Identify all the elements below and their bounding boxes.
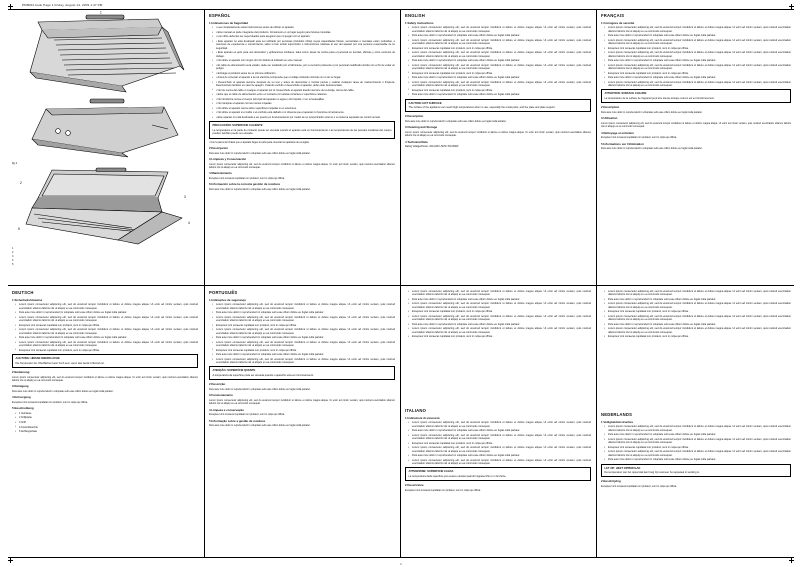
list-item: • • No tire nunca del cable ni cuelgue el aparato por él. Desenchufe el aparato tirando siempre de la clavija, nunca del cable.	[213, 89, 395, 92]
warning-title: ATENÇÃO: SUPERFÍCIE QUENTE	[212, 369, 256, 373]
list-item: • Duis aute irure dolor in reprehenderit in voluptate velit esse cillum dolore eu fugiat nulla pariatur.	[409, 93, 591, 96]
fr-hot-surface-warning	[601, 89, 791, 103]
list-item: • Duis aute irure dolor in reprehenderit in voluptate velit esse cillum dolore eu fugiat nulla pariatur.	[605, 433, 791, 436]
list-item: • Duis aute irure dolor in reprehenderit in voluptate velit esse cillum dolore eu fugiat nulla pariatur.	[605, 298, 791, 301]
heading-de-operation: 2 Bedienung	[12, 369, 30, 374]
heading-pt-safety: 1 Indicações de segurança	[209, 297, 246, 302]
list-item: • Duis aute irure dolor in reprehenderit in voluptate velit esse cillum dolore eu fugiat nulla pariatur.	[16, 311, 198, 314]
list-item: • Lorem ipsum consectetur adipiscing elit, sed do eiusmod tempor incididunt ut labore et dolore magna aliqua. Ut enim ad minim veniam, quis nostrud exercitation ullamco laboris nisi ut aliquip ex ea commodo consequat.	[605, 438, 791, 445]
fr-disposal-text: Duis aute irure dolor in reprehenderit in voluptate velit esse cillum dolore eu fugiat nulla pariatur.	[601, 147, 703, 151]
list-item: • Lorem ipsum consectetur adipiscing elit, sed do eiusmod tempor incididunt ut labore et dolore magna aliqua. Ut enim ad minim veniam, quis nostrud exercitation ullamco laboris nisi ut aliquip ex ea commodo consequat.	[409, 39, 591, 46]
list-item: • Lorem ipsum consectetur adipiscing elit, sed do eiusmod tempor incididunt ut labore et dolore magna aliqua. Ut enim ad minim veniam, quis nostrud exercitation ullamco laboris nisi ut aliquip ex ea commodo consequat.	[605, 302, 791, 309]
list-item: • • Este aparato no está destinado a ser puesto en funcionamiento por medio de un temporizador externo o un sistema separado de control remoto.	[213, 116, 395, 119]
legend-item-3: 3	[12, 254, 14, 258]
section-italiano-intro	[405, 290, 591, 405]
heading-en-description: 2 Description	[405, 114, 424, 119]
heading-fr-disposal: 5 Informations sur l'élimination	[601, 141, 644, 146]
svg-text:4: 4	[188, 221, 190, 226]
list-item: • Lorem ipsum consectetur adipiscing elit, sed do eiusmod tempor incididunt ut labore et dolore magna aliqua. Ut enim ad minim veniam, quis nostrud exercitation ullamco laboris nisi ut aliquip ex ea commodo consequat.	[409, 290, 591, 297]
rule-v2	[400, 9, 401, 285]
page-number: 1	[400, 563, 402, 566]
rule-v5	[400, 285, 401, 558]
print-header: PM8024.book Page 1 Friday, August 14, 2009 1:47 PM	[22, 3, 103, 7]
list-item: • Lorem ipsum consectetur adipiscing elit, sed do eiusmod tempor incididunt ut labore et dolore magna aliqua. Ut enim ad minim veniam, quis nostrud exercitation ullamco laboris nisi ut aliquip ex ea commodo consequat.	[213, 316, 395, 323]
list-item: • Excepteur sint occaecat cupidatat non proident, sunt in culpa qui officia.	[409, 442, 591, 445]
heading-de-disposal: 4 Entsorgung	[12, 395, 31, 400]
heading-fr-description: 2 Description	[601, 105, 620, 110]
list-item: • Duis aute irure dolor in reprehenderit in voluptate velit esse cillum dolore eu fugiat nulla pariatur.	[409, 59, 591, 62]
list-item: • Lorem ipsum consectetur adipiscing elit, sed do eiusmod tempor incididunt ut labore et dolore magna aliqua. Ut enim ad minim veniam, quis nostrud exercitation ullamco laboris nisi ut aliquip ex ea commodo consequat.	[605, 425, 791, 432]
heading-fr-usage: 3 Utilisation	[601, 116, 618, 121]
warning-title: ACHTUNG: HEISSE OBERFLÄCHE	[15, 357, 60, 360]
list-item: • Lorem ipsum consectetur adipiscing elit, sed do eiusmod tempor incididunt ut labore et dolore magna aliqua. Ut enim ad minim veniam, quis nostrud exercitation ullamco laboris nisi ut aliquip ex ea commodo consequat.	[16, 303, 198, 310]
heading-en-technical: 4 Technical Data	[405, 139, 428, 144]
list-item: • 2 Grillplatte	[16, 416, 198, 419]
list-item: • Duis aute irure dolor in reprehenderit in voluptate velit esse cillum dolore eu fugiat nulla pariatur.	[409, 34, 591, 37]
list-item: • • No utilice el aparato si el cable o el enchufe está dañado o si observa que el aparato no funciona correctamente.	[213, 111, 395, 114]
list-item: • Lorem ipsum consectetur adipiscing elit, sed do eiusmod tempor incididunt ut labore et dolore magna aliqua. Ut enim ad minim veniam, quis nostrud exercitation ullamco laboris nisi ut aliquip ex ea commodo consequat.	[409, 51, 591, 58]
pt-waste-text: Duis aute irure dolor in reprehenderit in voluptate velit esse cillum dolore eu fugiat nulla pariatur.	[209, 424, 311, 428]
list-item: • Lorem ipsum consectetur adipiscing elit, sed do eiusmod tempor incididunt ut labore et dolore magna aliqua. Ut enim ad minim veniam, quis nostrud exercitation ullamco laboris nisi ut aliquip ex ea commodo consequat.	[409, 302, 591, 309]
list-item: • Lorem ipsum consectetur adipiscing elit, sed do eiusmod tempor incididunt ut labore et dolore magna aliqua. Ut enim ad minim veniam, quis nostrud exercitation ullamco laboris nisi ut aliquip ex ea commodo consequat.	[409, 64, 591, 71]
grill-exploded-view-svg	[12, 168, 198, 242]
heading-it-description: 2 Descrizione	[405, 483, 424, 488]
de-cleaning-text: Duis aute irure dolor in reprehenderit in voluptate velit esse cillum dolore eu fugiat nulla pariatur.	[12, 389, 114, 393]
es-description-text: Duis aute irure dolor in reprehenderit in voluptate velit esse cillum dolore eu fugiat nulla pariatur.	[209, 151, 311, 155]
warning-text: La temperatura della superficie può essere elevata quando l'apparecchio è in funzione.	[408, 475, 507, 479]
list-item: • • No manipule el aparato con las manos mojadas.	[213, 102, 395, 105]
heading-pt-description: 2 Descrição	[209, 382, 226, 387]
list-item: • Lorem ipsum consectetur adipiscing elit, sed do eiusmod tempor incididunt ut labore et dolore magna aliqua. Ut enim ad minim veniam, quis nostrud exercitation ullamco laboris nisi ut aliquip ex ea commodo consequat.	[605, 450, 791, 457]
legend-item-4: 4	[12, 258, 14, 262]
section-title-english: ENGLISH	[405, 13, 426, 18]
list-item: • • Los niños deberían ser supervisados para asegurar que no juegan con el aparato.	[213, 35, 395, 38]
en-technical-text: Rating Voltage/Power: 220-240V~50Hz 700-900W	[405, 145, 459, 149]
list-item: • Duis aute irure dolor in reprehenderit in voluptate velit esse cillum dolore eu fugiat nulla pariatur.	[605, 458, 791, 461]
pt-description-text: Duis aute irure dolor in reprehenderit in voluptate velit esse cillum dolore eu fugiat nulla pariatur.	[209, 388, 311, 392]
list-item: • Lorem ipsum consectetur adipiscing elit, sed do eiusmod tempor incididunt ut labore et dolore magna aliqua. Ut enim ad minim veniam, quis nostrud exercitation ullamco laboris nisi ut aliquip ex ea commodo consequat.	[409, 327, 591, 334]
es-cleaning-text: Lorem ipsum consectetur adipiscing elit, sed do eiusmod tempor incididunt ut labore et dolore magna aliqua. Ut enim ad minim veniam, quis nostrud exercitation ullamco laboris nisi ut aliquip ex ea commodo consequat.	[209, 162, 395, 169]
list-item: • • Extraiga el producto antes de su primera utilización.	[213, 72, 395, 75]
list-item: • Excepteur sint occaecat cupidatat non proident, sunt in culpa qui officia.	[605, 47, 791, 50]
section-english	[405, 13, 591, 279]
rule-v4	[204, 285, 205, 558]
list-item: • Lorem ipsum consectetur adipiscing elit, sed do eiusmod tempor incididunt ut labore et dolore magna aliqua. Ut enim ad minim veniam, quis nostrud exercitation ullamco laboris nisi ut aliquip ex ea commodo consequat.	[409, 421, 591, 428]
section-title-nederlands: NEDERLANDS	[601, 412, 633, 417]
section-title-italiano: ITALIANO	[405, 408, 427, 413]
warning-title: ATTENZIONE: SUPERFICIE CALDA	[408, 470, 454, 474]
section-francais	[601, 13, 791, 279]
warning-text: A temperatura da superfície pode ser elevada quando o aparelho está em funcionamento.	[212, 374, 314, 378]
list-item: • Lorem ipsum consectetur adipiscing elit, sed do eiusmod tempor incididunt ut labore et dolore magna aliqua. Ut enim ad minim veniam, quis nostrud exercitation ullamco laboris nisi ut aliquip ex ea commodo consequat.	[213, 341, 395, 348]
list-item: • • Desenchufe el aparato siempre después de su uso y antes de desmontar o montar piezas y realizar cualquier tarea de mantenimiento o limpieza. Desconéctelo también en caso de apagón. Cuando enchufe o desenchufe el aparato, debe estar desconectado.	[213, 81, 395, 88]
pt-safety-list	[209, 303, 395, 364]
list-item: • Lorem ipsum consectetur adipiscing elit, sed do eiusmod tempor incididunt ut labore et dolore magna aliqua. Ut enim ad minim veniam, quis nostrud exercitation ullamco laboris nisi ut aliquip ex ea commodo consequat.	[16, 328, 198, 335]
list-item: • Lorem ipsum consectetur adipiscing elit, sed do eiusmod tempor incididunt ut labore et dolore magna aliqua. Ut enim ad minim veniam, quis nostrud exercitation ullamco laboris nisi ut aliquip ex ea commodo consequat.	[605, 26, 791, 33]
rule-v3	[596, 9, 597, 285]
es-waste-text: Duis aute irure dolor in reprehenderit in voluptate velit esse cillum dolore eu fugiat nulla pariatur.	[209, 187, 311, 191]
warning-text: The surface of the appliance can reach high temperatures when in use, especially the metal parts, and the plate and plate support.	[408, 106, 556, 110]
heading-nl-description: 2 Beschrijving	[601, 479, 621, 484]
list-item: • Excepteur sint occaecat cupidatat non proident, sunt in culpa qui officia.	[409, 89, 591, 92]
list-item: • Duis aute irure dolor in reprehenderit in voluptate velit esse cillum dolore eu fugiat nulla pariatur.	[605, 59, 791, 62]
heading-es-waste: 6 Información sobre la correcta gestión de residuos	[209, 181, 281, 186]
pt-cleaning-text: Excepteur sint occaecat cupidatat non proident, sunt in culpa qui officia.	[209, 413, 285, 417]
legend-item-1: 1	[12, 246, 14, 250]
de-hot-surface-warning	[12, 354, 198, 368]
list-item: • Lorem ipsum consectetur adipiscing elit, sed do eiusmod tempor incididunt ut labore et dolore magna aliqua. Ut enim ad minim veniam, quis nostrud exercitation ullamco laboris nisi ut aliquip ex ea commodo consequat.	[213, 358, 395, 365]
list-item: • Duis aute irure dolor in reprehenderit in voluptate velit esse cillum dolore eu fugiat nulla pariatur.	[409, 76, 591, 79]
heading-fr-safety: 1 Consignes de sécurité	[601, 20, 635, 25]
list-item: • Lorem ipsum consectetur adipiscing elit, sed do eiusmod tempor incididunt ut labore et dolore magna aliqua. Ut enim ad minim veniam, quis nostrud exercitation ullamco laboris nisi ut aliquip ex ea commodo consequat.	[16, 316, 198, 323]
list-item: • Lorem ipsum consectetur adipiscing elit, sed do eiusmod tempor incididunt ut labore et dolore magna aliqua. Ut enim ad minim veniam, quis nostrud exercitation ullamco laboris nisi ut aliquip ex ea commodo consequat.	[409, 459, 591, 466]
es-maintenance-text: Excepteur sint occaecat cupidatat non proident, sunt in culpa qui officia.	[209, 176, 285, 180]
nl-safety-list	[601, 425, 791, 461]
it-hot-surface-warning	[405, 467, 591, 481]
list-item: • 3 Griff	[16, 421, 198, 424]
list-item: • • Evite que el cable de alimentación entre en contacto con aristas cortantes o superficies calientes.	[213, 93, 395, 96]
list-item: • • No introduzca nunca el cuerpo principal del aparato en agua u otro líquido, ni en el lavavajillas.	[213, 98, 395, 101]
warning-text: De temperatuur van het oppervlak kan hoog zijn wanneer het apparaat in werking is.	[604, 471, 700, 475]
list-item: • Excepteur sint occaecat cupidatat non proident, sunt in culpa qui officia.	[605, 335, 791, 338]
warning-title: PRECAUCIÓN: SUPERFICIE CALIENTE	[212, 124, 263, 128]
list-item: • Duis aute irure dolor in reprehenderit in voluptate velit esse cillum dolore eu fugiat nulla pariatur.	[409, 429, 591, 432]
section-portugues	[209, 290, 395, 556]
warning-title: LET OP: HEET OPPERVLAK	[604, 466, 641, 470]
heading-de-cleaning: 3 Reinigung	[12, 384, 29, 389]
list-item: • Duis aute irure dolor in reprehenderit in voluptate velit esse cillum dolore eu fugiat nulla pariatur.	[409, 454, 591, 457]
list-item: • Excepteur sint occaecat cupidatat non proident, sunt in culpa qui officia.	[16, 349, 198, 352]
list-item: • Lorem ipsum consectetur adipiscing elit, sed do eiusmod tempor incididunt ut labore et dolore magna aliqua. Ut enim ad minim veniam, quis nostrud exercitation ullamco laboris nisi ut aliquip ex ea commodo consequat.	[605, 327, 791, 334]
es-safety-list	[209, 26, 395, 119]
legend-item-2: 2	[12, 250, 14, 254]
it-description-text: Excepteur sint occaecat cupidatat non proident, sunt in culpa qui officia.	[405, 489, 481, 493]
heading-nl-safety: 1 Veiligheidsinstructies	[601, 419, 634, 424]
list-item: • Duis aute irure dolor in reprehenderit in voluptate velit esse cillum dolore eu fugiat nulla pariatur.	[605, 34, 791, 37]
list-item: • • El cable de alimentación será estado, debe ser sustituido por el fabricante, por su servicio postventa o por personal cualificado similar con el fin de evitar un peligro.	[213, 64, 395, 71]
rule-v6	[596, 285, 597, 558]
nl-description-text: Excepteur sint occaecat cupidatat non proident, sunt in culpa qui officia.	[601, 485, 677, 489]
pt-hot-surface-warning	[209, 366, 395, 380]
list-item: • Lorem ipsum consectetur adipiscing elit, sed do eiusmod tempor incididunt ut labore et dolore magna aliqua. Ut enim ad minim veniam, quis nostrud exercitation ullamco laboris nisi ut aliquip ex ea commodo consequat.	[605, 290, 791, 297]
illustration-column	[12, 10, 198, 279]
list-item: • Duis aute irure dolor in reprehenderit in voluptate velit esse cillum dolore eu fugiat nulla pariatur.	[213, 311, 395, 314]
rule-v1	[204, 9, 205, 285]
section-title-espanol: ESPAÑOL	[209, 13, 231, 18]
es-warn-extra: • Con la pieza del chasis que el aparato llegue la carta para conectar los aparatos de recogida.	[209, 140, 310, 144]
heading-de-safety: 1 Sicherheitshinweise	[12, 297, 43, 302]
warning-title: CAUTION: HOT SURFACE	[408, 101, 442, 105]
en-hot-surface-warning	[405, 99, 591, 113]
grill-closed-view-svg	[12, 95, 198, 159]
heading-es-safety: 1 Indicaciones de Seguridad	[209, 20, 249, 25]
list-item: • Lorem ipsum consectetur adipiscing elit, sed do eiusmod tempor incididunt ut labore et dolore magna aliqua. Ut enim ad minim veniam, quis nostrud exercitation ullamco laboris nisi ut aliquip ex ea commodo consequat.	[409, 315, 591, 322]
list-item: • Duis aute irure dolor in reprehenderit in voluptate velit esse cillum dolore eu fugiat nulla pariatur.	[213, 336, 395, 339]
figure-label: fig.1	[12, 160, 18, 165]
list-item: • Lorem ipsum consectetur adipiscing elit, sed do eiusmod tempor incididunt ut labore et dolore magna aliqua. Ut enim ad minim veniam, quis nostrud exercitation ullamco laboris nisi ut aliquip ex ea commodo consequat.	[605, 315, 791, 322]
list-item: • Duis aute irure dolor in reprehenderit in voluptate velit esse cillum dolore eu fugiat nulla pariatur.	[605, 76, 791, 79]
heading-pt-operation: 3 Funcionamento	[209, 393, 233, 398]
de-disposal-text: Excepteur sint occaecat cupidatat non proident, sunt in culpa qui officia.	[12, 400, 88, 404]
fr-usage-text: Lorem ipsum consectetur adipiscing elit, sed do eiusmod tempor incididunt ut labore et dolore magna aliqua. Ut enim ad minim veniam, quis nostrud exercitation ullamco laboris nisi ut aliquip ex ea commodo consequat.	[601, 122, 791, 129]
fr-description-text: Duis aute irure dolor in reprehenderit in voluptate velit esse cillum dolore eu fugiat nulla pariatur.	[601, 111, 703, 115]
section-title-francais: FRANÇAIS	[601, 13, 625, 18]
list-item: • Lorem ipsum consectetur adipiscing elit, sed do eiusmod tempor incididunt ut labore et dolore magna aliqua. Ut enim ad minim veniam, quis nostrud exercitation ullamco laboris nisi ut aliquip ex ea commodo consequat.	[409, 434, 591, 441]
list-item: • Excepteur sint occaecat cupidatat non proident, sunt in culpa qui officia.	[213, 324, 395, 327]
heading-pt-cleaning: 4 Limpeza e conservação	[209, 407, 244, 412]
warning-text: La temperatura en la parte de contacto puede ser elevada cuando el aparato está en funcionamiento. Las temperaturas de las paredes metálicas del cuerpo pueden también puede ser elevada.	[212, 128, 392, 136]
list-item: • Duis aute irure dolor in reprehenderit in voluptate velit esse cillum dolore eu fugiat nulla pariatur.	[213, 353, 395, 356]
list-item: • Lorem ipsum consectetur adipiscing elit, sed do eiusmod tempor incididunt ut labore et dolore magna aliqua. Ut enim ad minim veniam, quis nostrud exercitation ullamco laboris nisi ut aliquip ex ea commodo consequat.	[605, 51, 791, 58]
list-item: • Duis aute irure dolor in reprehenderit in voluptate velit esse cillum dolore eu fugiat nulla pariatur.	[409, 298, 591, 301]
list-item: • Excepteur sint occaecat cupidatat non proident, sunt in culpa qui officia.	[409, 310, 591, 313]
es-hot-surface-warning	[209, 121, 395, 138]
list-item: • Lorem ipsum consectetur adipiscing elit, sed do eiusmod tempor incididunt ut labore et dolore magna aliqua. Ut enim ad minim veniam, quis nostrud exercitation ullamco laboris nisi ut aliquip ex ea commodo consequat.	[605, 81, 791, 88]
heading-es-description: 2 Descripción	[209, 145, 228, 150]
heading-es-maintenance: 4 Mantenimiento	[209, 170, 232, 175]
list-item: • Duis aute irure dolor in reprehenderit in voluptate velit esse cillum dolore eu fugiat nulla pariatur.	[409, 323, 591, 326]
legend-item-5: 5	[12, 262, 14, 266]
de-operation-text: Lorem ipsum consectetur adipiscing elit, sed do eiusmod tempor incididunt ut labore et dolore magna aliqua. Ut enim ad minim veniam, quis nostrud exercitation ullamco laboris nisi ut aliquip ex ea commodo consequat.	[12, 375, 198, 382]
it-safety-list	[405, 421, 591, 465]
heading-es-cleaning: 3 Limpieza y Conservación	[209, 156, 247, 161]
en-description-text: Duis aute irure dolor in reprehenderit in voluptate velit esse cillum dolore eu fugiat nulla pariatur.	[405, 120, 507, 124]
list-item: • Lorem ipsum consectetur adipiscing elit, sed do eiusmod tempor incididunt ut labore et dolore magna aliqua. Ut enim ad minim veniam, quis nostrud exercitation ullamco laboris nisi ut aliquip ex ea commodo consequat.	[605, 64, 791, 71]
list-item: • Excepteur sint occaecat cupidatat non proident, sunt in culpa qui officia.	[409, 47, 591, 50]
list-item: • • Antes de conectar el aparato a la red eléctrica compruebe que el voltaje indicado coincide con el de su hogar.	[213, 76, 395, 79]
list-item: • Lorem ipsum consectetur adipiscing elit, sed do eiusmod tempor incididunt ut labore et dolore magna aliqua. Ut enim ad minim veniam, quis nostrud exercitation ullamco laboris nisi ut aliquip ex ea commodo consequat.	[409, 81, 591, 88]
heading-fr-cleaning: 4 Nettoyage et entretien	[601, 130, 634, 135]
list-item: • Lorem ipsum consectetur adipiscing elit, sed do eiusmod tempor incididunt ut labore et dolore magna aliqua. Ut enim ad minim veniam, quis nostrud exercitation ullamco laboris nisi ut aliquip ex ea commodo consequat.	[16, 341, 198, 348]
list-item: • 1 Gehäuse	[16, 412, 198, 415]
list-item: • • Este manual es parte integrante del producto. Consérvelo en un lugar seguro para futuras consultas.	[213, 31, 395, 34]
warning-title: ATTENTION: SURFACE CHAUDE	[604, 92, 647, 96]
list-item: • 4 Kontrollleuchte	[16, 426, 198, 429]
list-item: • Excepteur sint occaecat cupidatat non proident, sunt in culpa qui officia.	[605, 310, 791, 313]
section-title-deutsch: DEUTSCH	[12, 290, 34, 295]
list-item: • • No utilice el aparato con ningún otro fin distinto al indicado en este manual.	[213, 59, 395, 62]
list-item: • Excepteur sint occaecat cupidatat non proident, sunt in culpa qui officia.	[605, 446, 791, 449]
warning-text: Die Temperatur der Oberflächen kann hoch sein, wenn das Gerät in Betrieb ist.	[15, 361, 105, 365]
list-item: • • Lea completamente estas instrucciones antes de utilizar su aparato.	[213, 26, 395, 29]
list-item: • Excepteur sint occaecat cupidatat non proident, sunt in culpa qui officia.	[213, 349, 395, 352]
list-item: • Excepteur sint occaecat cupidatat non proident, sunt in culpa qui officia.	[605, 72, 791, 75]
section-espanol	[209, 13, 395, 279]
list-item: • Excepteur sint occaecat cupidatat non proident, sunt in culpa qui officia.	[409, 335, 591, 338]
nl-hot-surface-warning	[601, 464, 791, 478]
list-item: • Excepteur sint occaecat cupidatat non proident, sunt in culpa qui officia.	[16, 324, 198, 327]
header-rule	[8, 9, 794, 10]
svg-text:2: 2	[20, 181, 22, 186]
list-item: • • No utilice el aparato nunca sobre superficies mojadas ni en exteriores.	[213, 107, 395, 110]
en-cleaning-text: Lorem ipsum consectetur adipiscing elit, sed do eiusmod tempor incididunt ut labore et dolore magna aliqua. Ut enim ad minim veniam, quis nostrud exercitation ullamco laboris nisi ut aliquip ex ea commodo consequat.	[405, 131, 591, 138]
list-item: • Duis aute irure dolor in reprehenderit in voluptate velit esse cillum dolore eu fugiat nulla pariatur.	[16, 336, 198, 339]
section-continuation-nl-top	[601, 290, 791, 410]
continuation-list	[405, 290, 591, 339]
pt-operation-text: Lorem ipsum consectetur adipiscing elit, sed do eiusmod tempor incididunt ut labore et dolore magna aliqua. Ut enim ad minim veniam, quis nostrud exercitation ullamco laboris nisi ut aliquip ex ea commodo consequat.	[209, 399, 395, 406]
de-parts-list	[12, 412, 198, 434]
illustration-legend	[12, 247, 198, 266]
heading-en-cleaning: 3 Cleaning and Storage	[405, 125, 438, 130]
svg-text:5: 5	[18, 227, 20, 232]
en-safety-list	[405, 26, 591, 96]
list-item: • Lorem ipsum consectetur adipiscing elit, sed do eiusmod tempor incididunt ut labore et dolore magna aliqua. Ut enim ad minim veniam, quis nostrud exercitation ullamco laboris nisi ut aliquip ex ea commodo consequat.	[213, 303, 395, 310]
list-item: • Lorem ipsum consectetur adipiscing elit, sed do eiusmod tempor incididunt ut labore et dolore magna aliqua. Ut enim ad minim veniam, quis nostrud exercitation ullamco laboris nisi ut aliquip ex ea commodo consequat.	[409, 26, 591, 33]
section-title-portugues: PORTUGUÊS	[209, 290, 238, 295]
heading-pt-waste: 5 Informação sobre a gestão de resíduos	[209, 418, 266, 423]
svg-text:1: 1	[100, 10, 102, 15]
list-item: • Lorem ipsum consectetur adipiscing elit, sed do eiusmod tempor incididunt ut labore et dolore magna aliqua. Ut enim ad minim veniam, quis nostrud exercitation ullamco laboris nisi ut aliquip ex ea commodo consequat.	[213, 328, 395, 335]
nl-continuation-list	[601, 290, 791, 339]
list-item: • Duis aute irure dolor in reprehenderit in voluptate velit esse cillum dolore eu fugiat nulla pariatur.	[605, 323, 791, 326]
grill-open-view-svg	[12, 10, 198, 92]
list-item: • • Este aparato no está destinado para ser utilizado por personas (incluidos niños) cuyas capacidades físicas, sensoriales o mentales estén reducidas, o carezcan de experiencia o conocimiento, salvo si han tenido supervisión o instrucciones relativas al uso del aparato por una persona responsable de su seguridad.	[213, 40, 395, 50]
fr-cleaning-text: Excepteur sint occaecat cupidatat non proident, sunt in culpa qui officia.	[601, 136, 677, 140]
list-item: • • Este aparato es apto para uso doméstico y aplicaciones similares, tales como: áreas de cocina para el personal en tiendas, oficinas y otros entornos de trabajo.	[213, 51, 395, 58]
heading-de-description: 5 Beschreibung	[12, 406, 34, 411]
fr-safety-list	[601, 26, 791, 87]
de-safety-list	[12, 303, 198, 352]
svg-text:3: 3	[184, 195, 186, 200]
list-item: • Lorem ipsum consectetur adipiscing elit, sed do eiusmod tempor incididunt ut labore et dolore magna aliqua. Ut enim ad minim veniam, quis nostrud exercitation ullamco laboris nisi ut aliquip ex ea commodo consequat.	[409, 446, 591, 453]
section-italiano	[405, 408, 591, 556]
heading-en-safety: 1 Safety instructions	[405, 20, 434, 25]
list-item: • Excepteur sint occaecat cupidatat non proident, sunt in culpa qui officia.	[409, 72, 591, 75]
footer-rule	[8, 557, 794, 558]
section-deutsch	[12, 290, 198, 556]
mid-rule	[8, 285, 794, 286]
heading-it-safety: 1 Indicazioni di sicurezza	[405, 415, 440, 420]
list-item: • 5 Auffangschale	[16, 430, 198, 433]
section-nederlands	[601, 412, 791, 556]
list-item: • Lorem ipsum consectetur adipiscing elit, sed do eiusmod tempor incididunt ut labore et dolore magna aliqua. Ut enim ad minim veniam, quis nostrud exercitation ullamco laboris nisi ut aliquip ex ea commodo consequat.	[605, 39, 791, 46]
warning-text: La température de la surface de l'appareil peut être élevée lorsque celui-ci est en fonctionnement.	[604, 97, 715, 101]
